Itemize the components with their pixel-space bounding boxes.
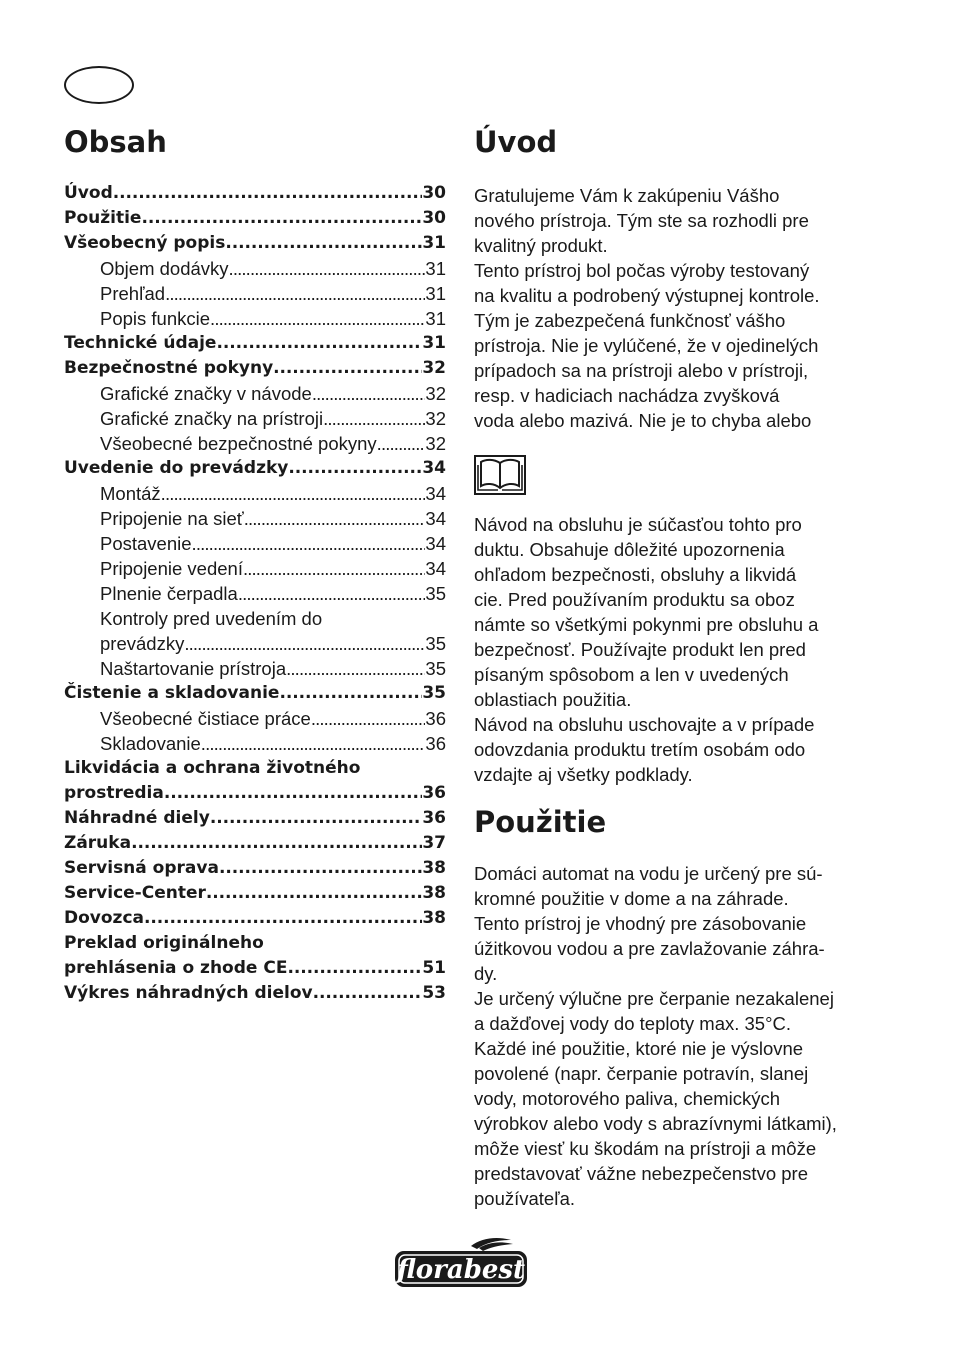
toc-leader-dots [238,581,426,606]
toc-entry-title: Naštartovanie prístroja [100,658,287,679]
toc-entry-title: Grafické značky na prístroji [100,408,324,429]
table-of-contents [64,122,446,1006]
toc-leader-dots [192,531,426,556]
pouzitie-text-line: Je určený výlučne pre čerpanie nezakalenej [474,988,834,1009]
pouzitie-text-line: Tento prístroj je vhodný pre zásobovanie [474,913,807,934]
pouzitie-text-line: vody, motorového paliva, chemických [474,1088,781,1109]
toc-leader-dots [287,956,422,981]
toc-page-number: 31 [422,233,446,253]
toc-entry-title: Dovozca [64,908,144,928]
toc-leader-dots [113,181,423,206]
toc-page-number: 31 [425,258,446,279]
toc-leader-dots [201,731,426,756]
pouzitie-text-line: Domáci automat na vodu je určený pre sú- [474,863,823,884]
toc-entry [64,356,446,381]
toc-entry-title: Uvedenie do prevádzky [64,458,289,478]
pouzitie-heading: Použitie [474,805,607,839]
toc-page-number: 31 [425,308,446,329]
toc-leader-dots [225,231,422,256]
toc-leader-dots [323,406,425,431]
toc-leader-dots [312,381,426,406]
toc-page-number: 35 [425,658,446,679]
toc-entry [64,556,446,581]
florabest-logo [393,1236,529,1288]
manual-text-line: odovzdania produktu tretím osobám odo [474,739,806,760]
toc-entry-title: Všeobecné čistiace práce [100,708,311,729]
toc-entry-title: Skladovanie [100,733,201,754]
toc-entry-title: Záruka [64,833,132,853]
pouzitie-text-line: predstavovať vážne nebezpečenstvo pre [474,1163,808,1184]
toc-entry-title: prehlásenia o zhode CE [64,958,288,978]
uvod-text [474,183,874,433]
toc-page-number: 35 [422,683,446,703]
pouzitie-text-line: používateľa. [474,1188,576,1209]
toc-leader-dots [243,556,425,581]
toc-leader-dots [377,431,426,456]
uvod-text-line: Tento prístroj bol počas výroby testovaný [474,260,810,281]
uvod-text-line: prístroja. Nie je vylúčené, že v ojedinelých [474,335,819,356]
toc-page-number: 32 [422,358,446,378]
toc-entry-title: Preklad originálneho [64,933,264,953]
toc-page-number: 36 [422,783,446,803]
toc-entry-title: Úvod [64,183,113,203]
toc-page-number: 31 [425,283,446,304]
right-column [474,122,874,1211]
uvod-text-line: Tým je zabezpečená funkčnosť vášho [474,310,786,331]
toc-entry-title: Objem dodávky [100,258,229,279]
manual-text-line: oblastiach použitia. [474,689,632,710]
open-book-icon [474,455,526,495]
toc-page-number: 36 [425,708,446,729]
toc-entry [64,431,446,456]
pouzitie-text-line: môže viesť ku škodám na prístroji a môže [474,1138,817,1159]
toc-entry [64,881,446,906]
manual-notice-text [474,512,874,787]
toc-entry-title: Pripojenie na sieť [100,508,244,529]
toc-entry-title: Grafické značky v návode [100,383,312,404]
toc-leader-dots [229,256,426,281]
pouzitie-text [474,861,874,1211]
toc-page-number: 34 [425,508,446,529]
manual-text-line: duktu. Obsahuje dôležité upozornenia [474,539,785,560]
manual-text-line: písaným spôsobom a len v uvedených [474,664,789,685]
toc-entry [64,206,446,231]
toc-leader-dots [161,481,426,506]
toc-entry [64,981,446,1006]
toc-entry [64,231,446,256]
toc-page-number: 32 [425,408,446,429]
pouzitie-text-line: kromné použitie v dome a na záhrade. [474,888,789,909]
toc-leader-dots [210,806,423,831]
toc-entry-title: Servisná oprava [64,858,219,878]
toc-leader-dots [206,881,422,906]
toc-page-number: 37 [422,833,446,853]
toc-entry [64,731,446,756]
toc-page-number: 32 [425,433,446,454]
toc-entry-title: Čistenie a skladovanie [64,683,280,703]
manual-text-line: Návod na obsluhu uschovajte a v prípade [474,714,815,735]
manual-text-line: bezpečnosť. Používajte produkt len pred [474,639,806,660]
toc-page-number: 35 [425,583,446,604]
toc-entry [64,681,446,706]
toc-entry-title: Montáž [100,483,161,504]
toc-entry-title: Technické údaje [64,333,217,353]
toc-entry-title: Postavenie [100,533,192,554]
toc-entry [64,931,446,956]
toc-leader-dots [144,906,422,931]
toc-entry-title: Použitie [64,208,142,228]
toc-entry [64,856,446,881]
uvod-text-line: kvalitný produkt. [474,235,608,256]
toc-entry [64,456,446,481]
toc-page-number: 34 [425,558,446,579]
toc-entry [64,956,446,981]
toc-entry [64,331,446,356]
toc-page-number: 36 [422,808,446,828]
toc-page-number: 38 [422,858,446,878]
pouzitie-text-line: a dažďovej vody do teploty max. 35°C. [474,1013,791,1034]
toc-entry-title: Likvidácia a ochrana životného [64,758,361,778]
pouzitie-text-line: výrobkov alebo vody s abrazívnymi látkami), [474,1113,837,1134]
toc-leader-dots [311,706,426,731]
toc-entry [64,781,446,806]
toc-leader-dots [210,306,425,331]
toc-entry [64,406,446,431]
toc-leader-dots [131,831,422,856]
toc-entry-title: Kontroly pred uvedením do [100,608,323,629]
toc-leader-dots [273,356,422,381]
toc-entry-title: Service-Center [64,883,206,903]
uvod-text-line: resp. v hadiciach nachádza zvyšková [474,385,780,406]
uvod-heading: Úvod [474,125,558,159]
toc-page-number: 34 [425,533,446,554]
toc-leader-dots [184,631,425,656]
toc-page-number: 38 [422,908,446,928]
toc-entry [64,281,446,306]
toc-leader-dots [279,681,422,706]
language-oval-badge [64,66,134,104]
toc-entry [64,181,446,206]
toc-entry-title: Náhradné diely [64,808,210,828]
toc-page-number: 34 [422,458,446,478]
toc-entry [64,481,446,506]
toc-entry-title: Popis funkcie [100,308,211,329]
toc-leader-dots [164,781,422,806]
toc-entry [64,656,446,681]
manual-text-line: námte so všetkými pokynmi pre obsluhu a [474,614,819,635]
toc-heading: Obsah [64,125,167,159]
toc-entry-title: prostredia [64,783,164,803]
toc-page-number: 38 [422,883,446,903]
toc-page-number: 34 [425,483,446,504]
uvod-text-line: na kvalitu a podrobený výstupnej kontrole. [474,285,820,306]
toc-page-number: 51 [422,958,446,978]
toc-entry [64,606,446,631]
toc-page-number: 30 [422,183,446,203]
toc-entry [64,831,446,856]
toc-leader-dots [288,456,422,481]
toc-list [64,181,446,1006]
manual-text-line: vzdajte aj všetky podklady. [474,764,693,785]
pouzitie-text-line: Každé iné použitie, ktoré nie je výslovne [474,1038,804,1059]
toc-leader-dots [244,506,426,531]
toc-entry-title: Plnenie čerpadla [100,583,238,604]
toc-entry [64,581,446,606]
toc-leader-dots [286,656,425,681]
uvod-text-line: prípadoch sa na prístroji alebo v prístroji, [474,360,809,381]
manual-text-line: Návod na obsluhu je súčasťou tohto pro [474,514,802,535]
toc-entry-title: Všeobecné bezpečnostné pokyny [100,433,377,454]
toc-entry [64,631,446,656]
toc-leader-dots [141,206,422,231]
toc-entry [64,806,446,831]
manual-text-line: ohľadom bezpečnosti, obsluhy a likvidá [474,564,797,585]
pouzitie-text-line: dy. [474,963,498,984]
toc-entry [64,381,446,406]
toc-entry-title: Bezpečnostné pokyny [64,358,274,378]
toc-entry-title: Výkres náhradných dielov [64,983,313,1003]
toc-page-number: 31 [422,333,446,353]
toc-entry [64,706,446,731]
toc-page-number: 32 [425,383,446,404]
toc-entry-title: Prehľad [100,283,166,304]
toc-entry-title: Pripojenie vedení [100,558,243,579]
toc-entry [64,306,446,331]
uvod-text-line: voda alebo mazivá. Nie je to chyba alebo [474,410,812,431]
toc-entry [64,256,446,281]
toc-entry-title: Všeobecný popis [64,233,226,253]
toc-leader-dots [165,281,425,306]
toc-page-number: 35 [425,633,446,654]
toc-entry [64,506,446,531]
toc-entry [64,906,446,931]
toc-leader-dots [219,856,422,881]
uvod-text-line: Gratulujeme Vám k zakúpeniu Vášho [474,185,780,206]
toc-entry [64,531,446,556]
toc-page-number: 30 [422,208,446,228]
manual-text-line: cie. Pred používaním produktu sa oboz [474,589,795,610]
pouzitie-text-line: úžitkovou vodou a pre zavlažovanie záhra- [474,938,825,959]
logo-text: florabest [396,1255,526,1285]
pouzitie-text-line: povolené (napr. čerpanie potravín, slanej [474,1063,809,1084]
toc-page-number: 53 [422,983,446,1003]
toc-leader-dots [216,331,422,356]
toc-page-number: 36 [425,733,446,754]
toc-entry-title: prevádzky [100,633,185,654]
toc-entry [64,756,446,781]
toc-leader-dots [313,981,423,1006]
uvod-text-line: nového prístroja. Tým ste sa rozhodli pre [474,210,809,231]
